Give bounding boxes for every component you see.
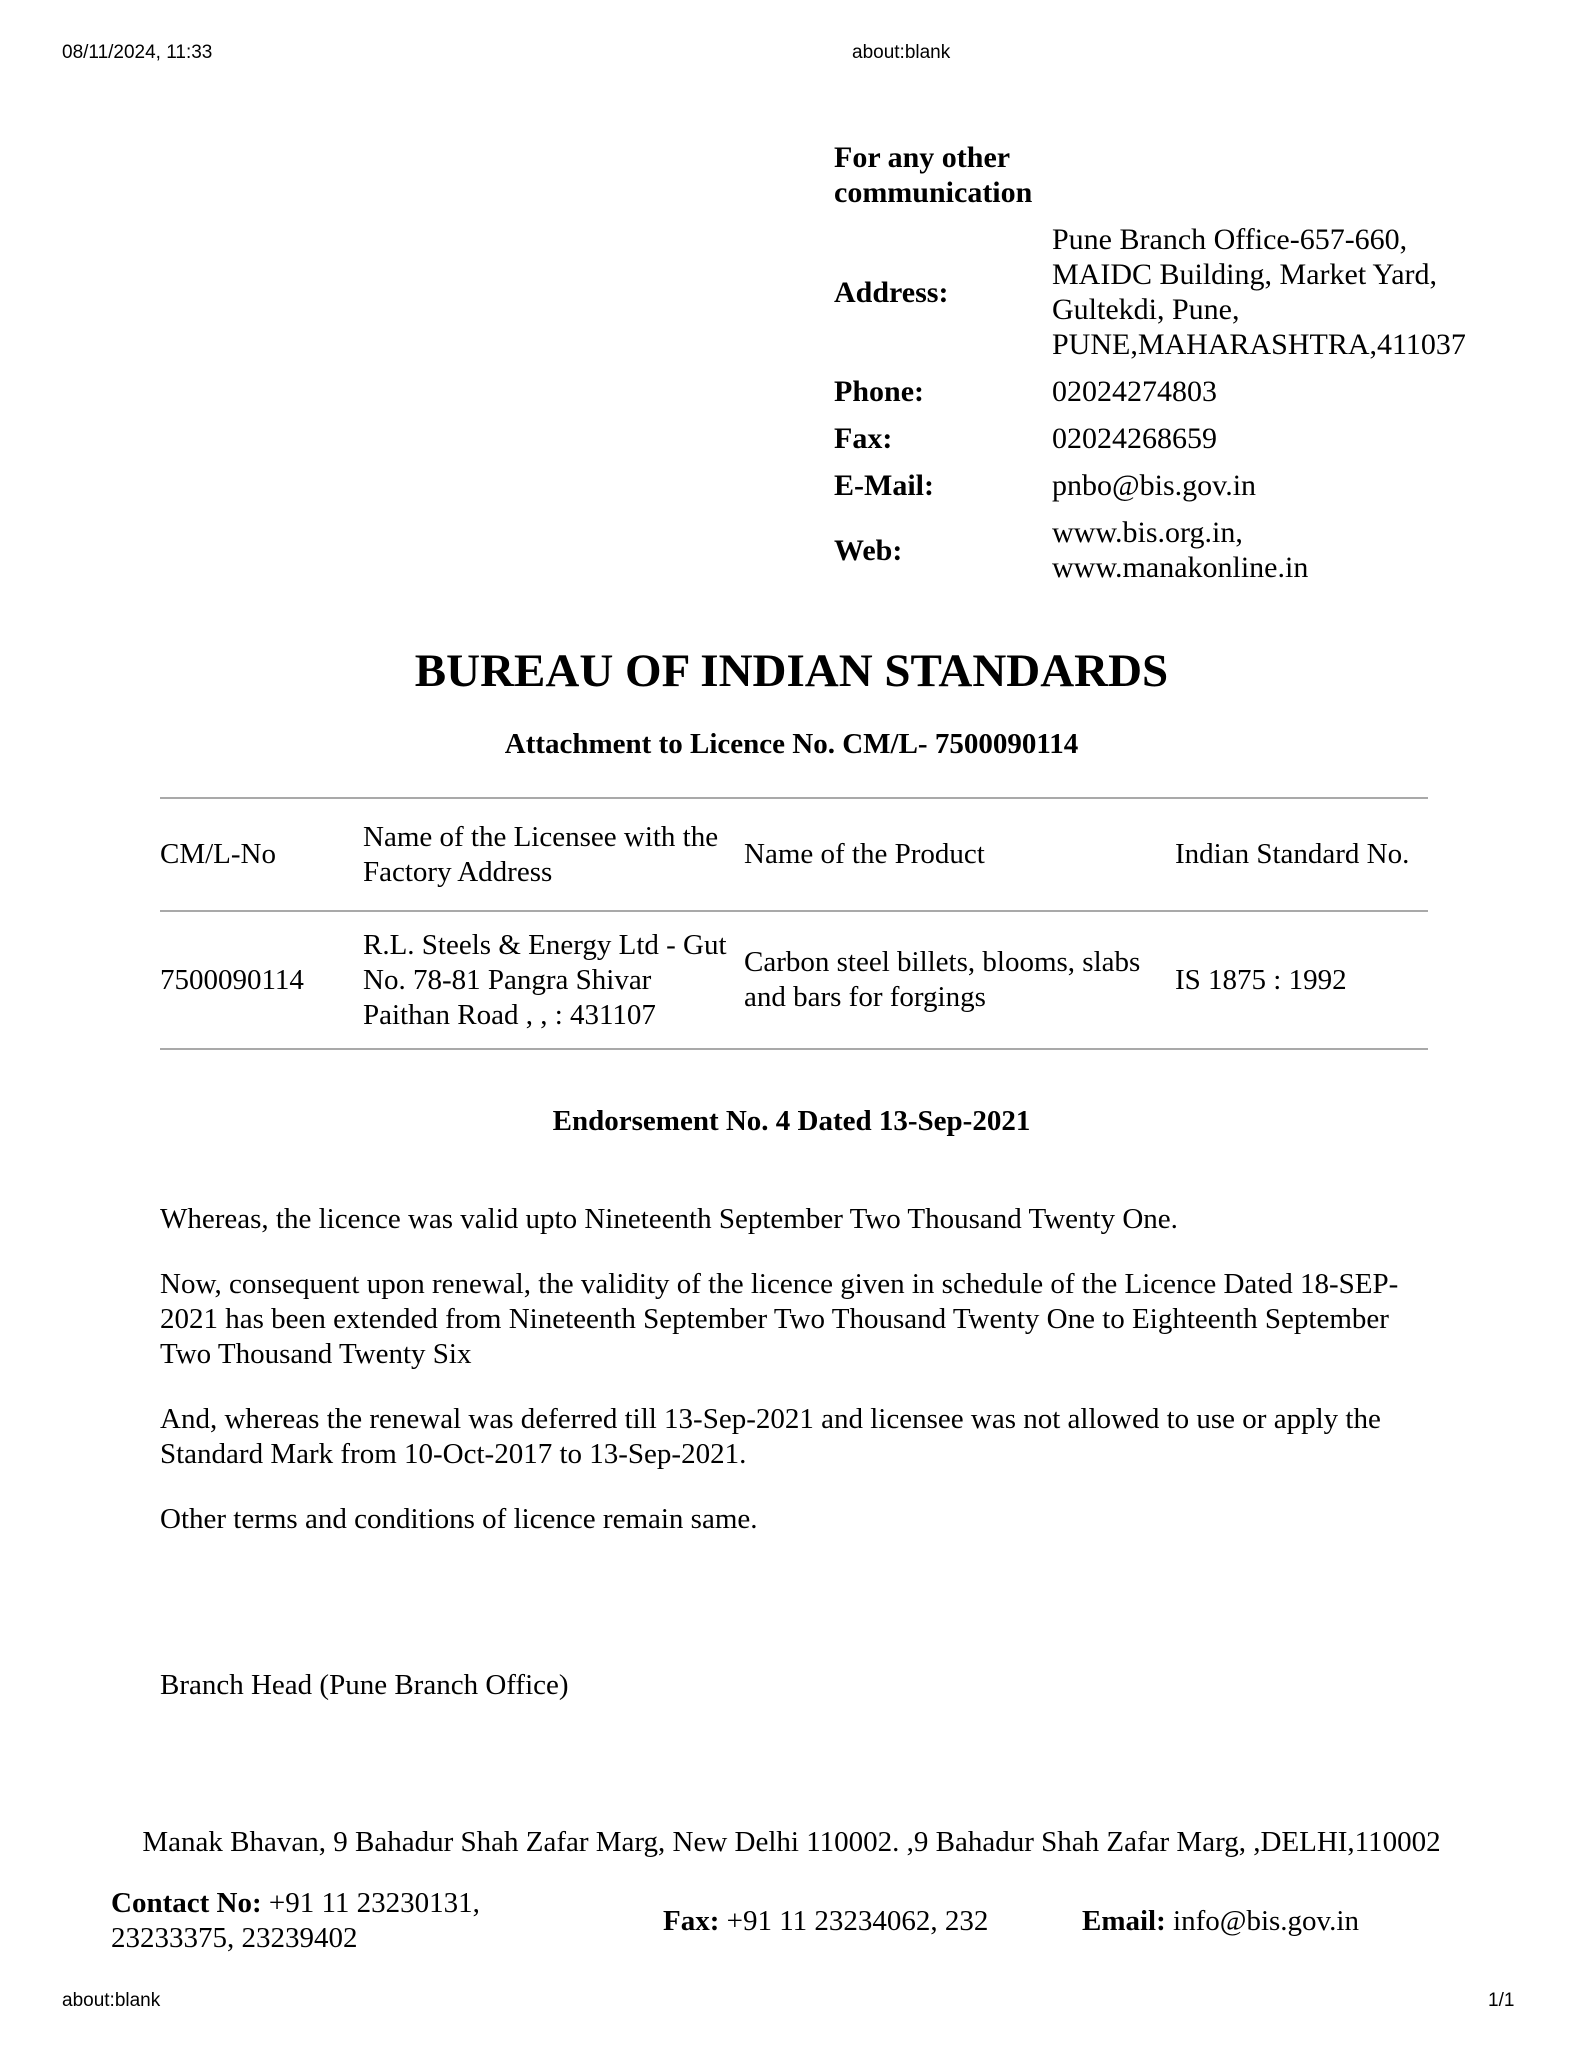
email-value: pnbo@bis.gov.in bbox=[1052, 469, 1257, 502]
web-label: Web: bbox=[834, 533, 903, 567]
paragraph-deferral: And, whereas the renewal was deferred till 13-Sep-2021 and licensee was not allowed to use or apply the Standard Mark from 10-Oct-2017 to 13-Sep-2021. bbox=[160, 1403, 1381, 1470]
web-value: www.bis.org.in, www.manakonline.in bbox=[1052, 516, 1309, 584]
print-url: about:blank bbox=[852, 42, 951, 63]
paragraph-terms: Other terms and conditions of licence remain same. bbox=[160, 1503, 758, 1535]
header-licensee: Name of the Licensee with the Factory Address bbox=[363, 820, 719, 888]
phone-value: 02024274803 bbox=[1052, 375, 1217, 408]
fax-row bbox=[834, 421, 1494, 456]
header-product: Name of the Product bbox=[744, 838, 985, 870]
web-row bbox=[834, 515, 1494, 585]
print-footer-url: about:blank bbox=[62, 1990, 161, 2011]
signatory: Branch Head (Pune Branch Office) bbox=[160, 1669, 569, 1701]
licence-subtitle: Attachment to Licence No. CM/L- 7500090114 bbox=[504, 728, 1079, 760]
header-standard: Indian Standard No. bbox=[1175, 838, 1410, 870]
footer-address: Manak Bhavan, 9 Bahadur Shah Zafar Marg, New Delhi 110002. ,9 Bahadur Shah Zafar Marg, ,DELHI,110002 bbox=[142, 1826, 1441, 1858]
address-label: Address: bbox=[834, 275, 949, 309]
footer-fax-label: Fax: bbox=[663, 1905, 720, 1937]
cell-standard: IS 1875 : 1992 bbox=[1175, 963, 1347, 996]
cell-product: Carbon steel billets, blooms, slabs and bars for forgings bbox=[744, 946, 1141, 1013]
contact-block bbox=[834, 140, 1494, 585]
fax-label: Fax: bbox=[834, 422, 893, 455]
phone-row bbox=[834, 374, 1494, 409]
cell-cml-no: 7500090114 bbox=[160, 963, 304, 996]
footer-email-label: Email: bbox=[1082, 1905, 1166, 1937]
email-row bbox=[834, 468, 1494, 503]
table-bottom-rule bbox=[160, 1048, 1428, 1050]
cell-licensee: R.L. Steels & Energy Ltd - Gut No. 78-81 Pangra Shivar Paithan Road , , : 431107 bbox=[363, 928, 727, 1031]
footer-contact-label: Contact No: bbox=[111, 1887, 262, 1919]
endorsement-heading: Endorsement No. 4 Dated 13-Sep-2021 bbox=[552, 1105, 1031, 1137]
address-row bbox=[834, 222, 1494, 362]
paragraph-renewal: Now, consequent upon renewal, the validity of the licence given in schedule of the Licence Dated 18-SEP-2021 has been extended from Nineteenth September Two Thousand Twenty One to Eighteenth September Two Thousand Twenty Six bbox=[160, 1268, 1399, 1370]
print-page-number: 1/1 bbox=[1488, 1990, 1515, 2011]
email-label: E-Mail: bbox=[834, 469, 934, 502]
table-header-row bbox=[160, 799, 1428, 910]
contact-heading: For any other communication bbox=[834, 141, 1033, 209]
footer-fax-value: +91 11 23234062, 232 bbox=[726, 1905, 989, 1937]
licence-table bbox=[160, 797, 1428, 1050]
paragraph-validity: Whereas, the licence was valid upto Nineteenth September Two Thousand Twenty One. bbox=[160, 1203, 1178, 1235]
phone-label: Phone: bbox=[834, 375, 924, 408]
footer-email-value: info@bis.gov.in bbox=[1173, 1905, 1359, 1937]
header-cml-no: CM/L-No bbox=[160, 838, 276, 870]
footer-contact bbox=[111, 1886, 551, 1956]
address-value: Pune Branch Office-657-660, MAIDC Building, Market Yard, Gultekdi, Pune, PUNE,MAHARASHTRA,411037 bbox=[1052, 223, 1466, 361]
page-title: BUREAU OF INDIAN STANDARDS bbox=[414, 645, 1169, 697]
print-datetime: 08/11/2024, 11:33 bbox=[62, 42, 213, 63]
footer-email bbox=[1082, 1905, 1359, 1938]
fax-value: 02024268659 bbox=[1052, 422, 1217, 455]
footer-contact-value: +91 11 23230131, 23233375, 23239402 bbox=[111, 1887, 480, 1954]
table-row bbox=[160, 912, 1428, 1048]
footer-fax bbox=[663, 1905, 988, 1938]
